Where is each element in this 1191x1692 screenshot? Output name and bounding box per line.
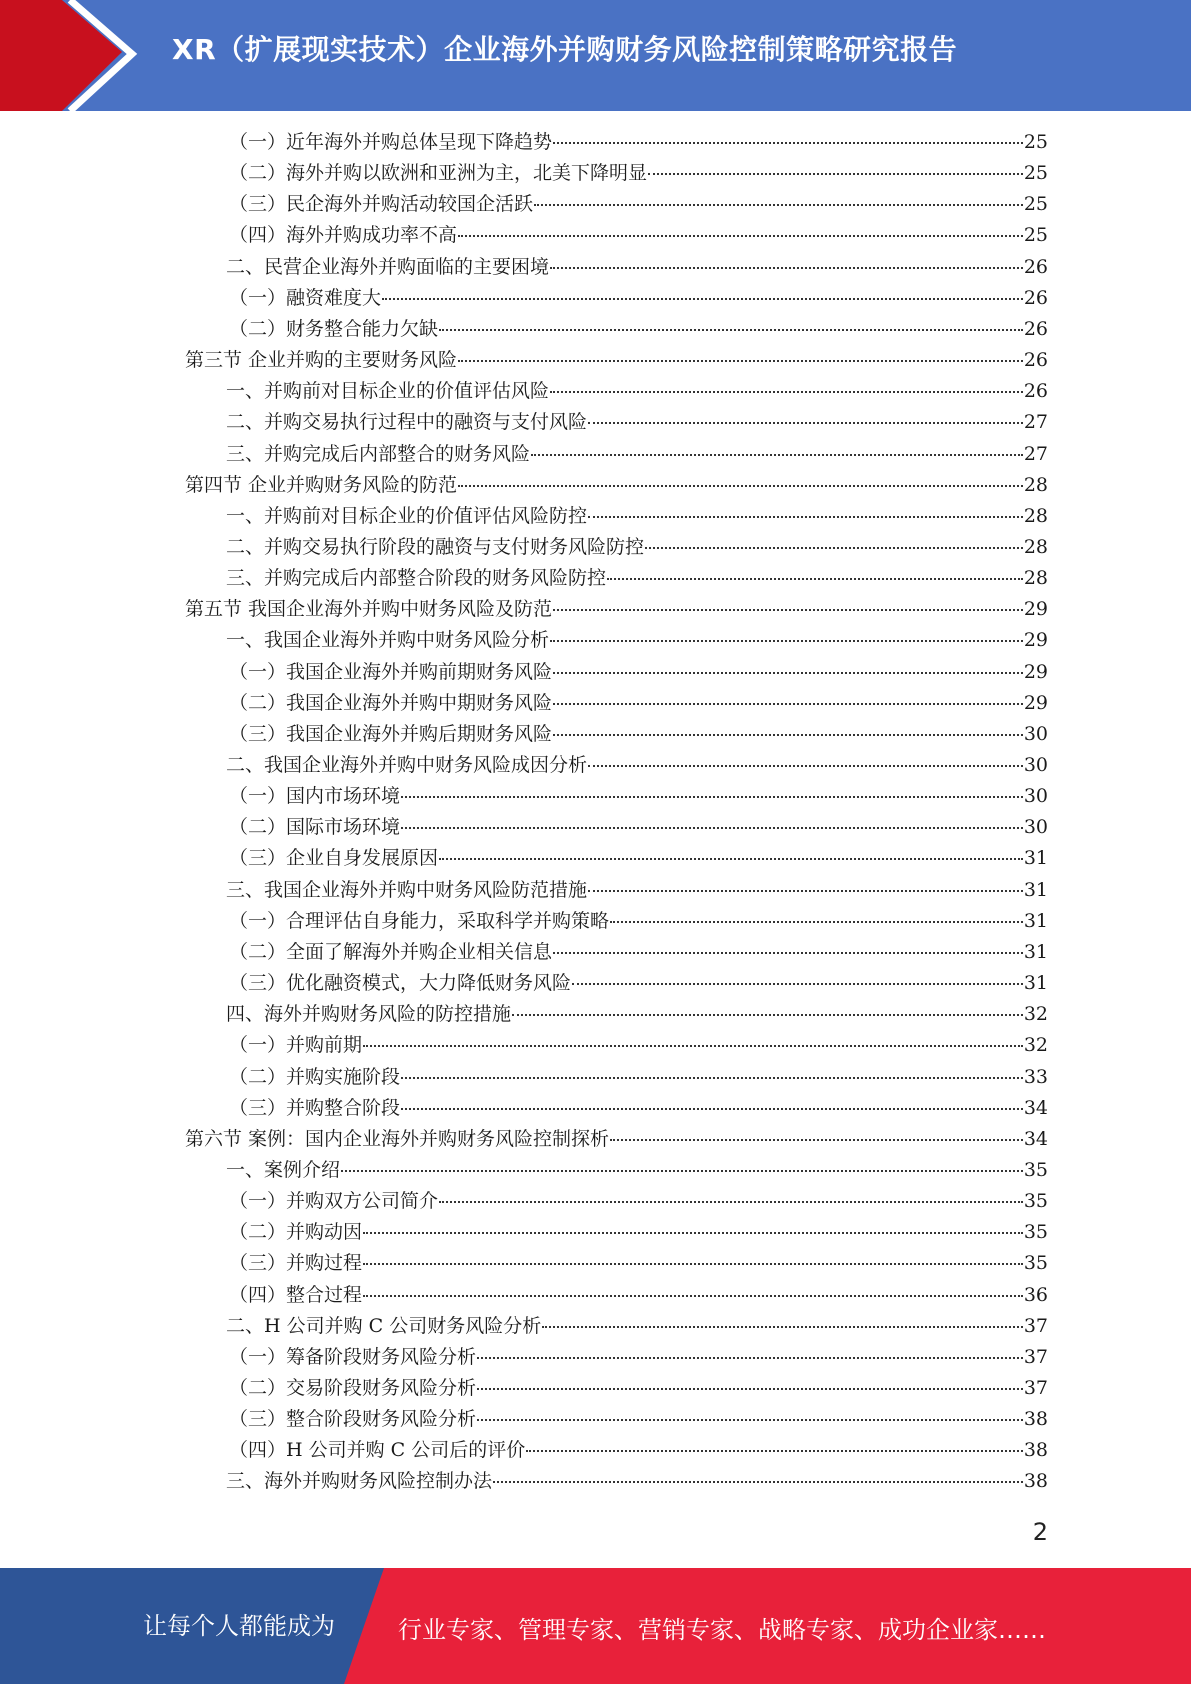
toc-entry-title: 二、H 公司并购 C 公司财务风险分析 xyxy=(226,1315,542,1337)
toc-entry[interactable] xyxy=(226,252,1048,282)
toc-entry-page: 37 xyxy=(1023,1346,1048,1368)
toc-entry[interactable] xyxy=(229,220,1048,250)
toc-entry-page: 29 xyxy=(1023,692,1048,714)
toc-entry-title: （三）优化融资模式，大力降低财务风险 xyxy=(229,972,572,994)
toc-dot-leader xyxy=(645,546,1023,549)
toc-entry-title: （二）我国企业海外并购中期财务风险 xyxy=(229,692,553,714)
toc-entry-page: 35 xyxy=(1023,1159,1048,1181)
toc-entry-title: （三）我国企业海外并购后期财务风险 xyxy=(229,723,553,745)
toc-entry-page: 37 xyxy=(1023,1315,1048,1337)
toc-entry-title: 一、并购前对目标企业的价值评估风险防控 xyxy=(226,505,588,527)
toc-entry-title: 三、海外并购财务风险控制办法 xyxy=(226,1470,493,1492)
toc-dot-leader xyxy=(458,359,1023,362)
toc-entry[interactable] xyxy=(229,688,1048,718)
toc-entry[interactable] xyxy=(226,1466,1048,1496)
toc-dot-leader xyxy=(553,951,1023,954)
toc-dot-leader xyxy=(439,857,1023,860)
toc-entry-title: （二）交易阶段财务风险分析 xyxy=(229,1377,477,1399)
toc-entry-page: 31 xyxy=(1023,910,1048,932)
toc-entry-title: （一）合理评估自身能力，采取科学并购策略 xyxy=(229,910,610,932)
toc-entry-page: 32 xyxy=(1023,1003,1048,1025)
toc-entry[interactable] xyxy=(229,1280,1048,1310)
toc-entry-title: 第四节 企业并购财务风险的防范 xyxy=(185,474,458,496)
toc-dot-leader xyxy=(553,608,1023,611)
toc-entry[interactable] xyxy=(185,1124,1048,1154)
toc-entry-page: 34 xyxy=(1023,1097,1048,1119)
toc-entry[interactable] xyxy=(226,625,1048,655)
toc-dot-leader xyxy=(550,266,1023,269)
toc-entry[interactable] xyxy=(226,875,1048,905)
footer-slogan-right: 行业专家、管理专家、营销专家、战略专家、成功企业家…… xyxy=(398,1616,1046,1644)
toc-dot-leader xyxy=(458,484,1023,487)
toc-dot-leader xyxy=(588,764,1023,767)
toc-entry[interactable] xyxy=(185,345,1048,375)
toc-entry-title: 第六节 案例：国内企业海外并购财务风险控制探析 xyxy=(185,1128,610,1150)
toc-entry-page: 38 xyxy=(1023,1439,1048,1461)
toc-entry[interactable] xyxy=(229,1342,1048,1372)
toc-dot-leader xyxy=(401,826,1023,829)
toc-entry-title: （二）并购动因 xyxy=(229,1221,363,1243)
toc-dot-leader xyxy=(542,1325,1023,1328)
toc-entry-title: （三）整合阶段财务风险分析 xyxy=(229,1408,477,1430)
toc-entry[interactable] xyxy=(229,314,1048,344)
toc-dot-leader xyxy=(610,920,1023,923)
toc-entry[interactable] xyxy=(226,1311,1048,1341)
toc-dot-leader xyxy=(526,1449,1023,1452)
toc-dot-leader xyxy=(553,141,1023,144)
toc-entry-page: 29 xyxy=(1023,598,1048,620)
toc-dot-leader xyxy=(572,982,1023,985)
toc-dot-leader xyxy=(648,172,1023,175)
toc-dot-leader xyxy=(382,297,1023,300)
toc-entry-page: 29 xyxy=(1023,661,1048,683)
toc-dot-leader xyxy=(363,1294,1023,1297)
toc-entry-page: 26 xyxy=(1023,349,1048,371)
toc-entry[interactable] xyxy=(229,1248,1048,1278)
footer-banner xyxy=(0,1568,1191,1684)
toc-entry-title: 二、我国企业海外并购中财务风险成因分析 xyxy=(226,754,588,776)
toc-entry-title: 二、并购交易执行阶段的融资与支付财务风险防控 xyxy=(226,536,645,558)
toc-entry-page: 31 xyxy=(1023,879,1048,901)
toc-entry-title: 第五节 我国企业海外并购中财务风险及防范 xyxy=(185,598,553,620)
toc-entry-title: 三、我国企业海外并购中财务风险防范措施 xyxy=(226,879,588,901)
toc-dot-leader xyxy=(401,795,1023,798)
toc-entry[interactable] xyxy=(229,1404,1048,1434)
toc-entry-title: （一）近年海外并购总体呈现下降趋势 xyxy=(229,131,553,153)
toc-entry-page: 26 xyxy=(1023,256,1048,278)
toc-entry-title: 三、并购完成后内部整合的财务风险 xyxy=(226,443,531,465)
toc-entry-page: 27 xyxy=(1023,411,1048,433)
toc-entry[interactable] xyxy=(226,563,1048,593)
toc-entry-title: （一）筹备阶段财务风险分析 xyxy=(229,1346,477,1368)
toc-entry-page: 31 xyxy=(1023,972,1048,994)
toc-entry-title: 二、并购交易执行过程中的融资与支付风险 xyxy=(226,411,588,433)
toc-entry-title: （三）并购过程 xyxy=(229,1252,363,1274)
toc-entry-title: （一）并购双方公司简介 xyxy=(229,1190,439,1212)
toc-entry-title: 四、海外并购财务风险的防控措施 xyxy=(226,1003,512,1025)
toc-entry-title: （三）企业自身发展原因 xyxy=(229,847,439,869)
toc-entry-page: 28 xyxy=(1023,567,1048,589)
toc-entry-page: 31 xyxy=(1023,941,1048,963)
toc-entry-page: 26 xyxy=(1023,380,1048,402)
toc-entry[interactable] xyxy=(226,501,1048,531)
toc-entry-page: 32 xyxy=(1023,1034,1048,1056)
footer-slogan-left: 让每个人都能成为 xyxy=(143,1612,335,1640)
toc-dot-leader xyxy=(493,1480,1023,1483)
toc-entry[interactable] xyxy=(226,532,1048,562)
toc-dot-leader xyxy=(341,1169,1023,1172)
toc-dot-leader xyxy=(363,1044,1023,1047)
toc-entry[interactable] xyxy=(229,906,1048,936)
header-banner xyxy=(0,0,1191,111)
toc-entry[interactable] xyxy=(229,283,1048,313)
toc-entry-page: 38 xyxy=(1023,1408,1048,1430)
toc-entry[interactable] xyxy=(226,1155,1048,1185)
toc-entry-page: 37 xyxy=(1023,1377,1048,1399)
toc-entry-page: 28 xyxy=(1023,474,1048,496)
toc-entry-title: （二）财务整合能力欠缺 xyxy=(229,318,439,340)
toc-dot-leader xyxy=(512,1013,1023,1016)
toc-dot-leader xyxy=(439,328,1023,331)
toc-dot-leader xyxy=(439,1200,1023,1203)
toc-entry-title: 一、我国企业海外并购中财务风险分析 xyxy=(226,629,550,651)
toc-dot-leader xyxy=(401,1076,1023,1079)
toc-entry[interactable] xyxy=(229,657,1048,687)
toc-entry-title: （四）整合过程 xyxy=(229,1284,363,1306)
toc-dot-leader xyxy=(363,1231,1023,1234)
toc-entry-page: 29 xyxy=(1023,629,1048,651)
toc-entry-title: （四）H 公司并购 C 公司后的评价 xyxy=(229,1439,526,1461)
toc-entry[interactable] xyxy=(226,407,1048,437)
toc-dot-leader xyxy=(610,1138,1023,1141)
toc-entry-page: 36 xyxy=(1023,1284,1048,1306)
toc-entry-title: （三）并购整合阶段 xyxy=(229,1097,401,1119)
toc-dot-leader xyxy=(477,1387,1023,1390)
toc-entry[interactable] xyxy=(229,189,1048,219)
toc-entry-page: 30 xyxy=(1023,785,1048,807)
toc-entry[interactable] xyxy=(185,470,1048,500)
toc-entry[interactable] xyxy=(229,1373,1048,1403)
toc-dot-leader xyxy=(588,421,1023,424)
toc-entry-page: 25 xyxy=(1023,162,1048,184)
toc-dot-leader xyxy=(607,577,1023,580)
toc-entry-title: 二、民营企业海外并购面临的主要困境 xyxy=(226,256,550,278)
toc-entry-title: （二）国际市场环境 xyxy=(229,816,401,838)
toc-entry-page: 31 xyxy=(1023,847,1048,869)
page-number: 2 xyxy=(1032,1518,1048,1546)
toc-entry[interactable] xyxy=(229,1062,1048,1092)
toc-entry-page: 35 xyxy=(1023,1190,1048,1212)
toc-entry-title: （三）民企海外并购活动较国企活跃 xyxy=(229,193,534,215)
toc-entry[interactable] xyxy=(226,439,1048,469)
toc-dot-leader xyxy=(553,733,1023,736)
toc-entry[interactable] xyxy=(229,968,1048,998)
toc-entry[interactable] xyxy=(229,812,1048,842)
toc-entry-title: （二）并购实施阶段 xyxy=(229,1066,401,1088)
toc-entry-page: 30 xyxy=(1023,816,1048,838)
toc-entry[interactable] xyxy=(229,127,1048,157)
toc-entry-page: 30 xyxy=(1023,723,1048,745)
toc-entry-page: 35 xyxy=(1023,1252,1048,1274)
toc-dot-leader xyxy=(588,515,1023,518)
toc-dot-leader xyxy=(477,1418,1023,1421)
toc-entry-page: 26 xyxy=(1023,318,1048,340)
toc-entry-page: 33 xyxy=(1023,1066,1048,1088)
toc-entry-title: （一）国内市场环境 xyxy=(229,785,401,807)
toc-entry[interactable] xyxy=(185,594,1048,624)
toc-dot-leader xyxy=(477,1356,1023,1359)
toc-entry[interactable] xyxy=(229,158,1048,188)
toc-dot-leader xyxy=(550,390,1023,393)
toc-entry[interactable] xyxy=(229,1030,1048,1060)
toc-entry-page: 30 xyxy=(1023,754,1048,776)
toc-entry[interactable] xyxy=(229,937,1048,967)
toc-entry-title: （二）海外并购以欧洲和亚洲为主，北美下降明显 xyxy=(229,162,648,184)
toc-dot-leader xyxy=(458,234,1023,237)
toc-entry[interactable] xyxy=(226,376,1048,406)
toc-entry-title: （一）融资难度大 xyxy=(229,287,382,309)
toc-entry[interactable] xyxy=(229,843,1048,873)
toc-entry-title: （四）海外并购成功率不高 xyxy=(229,224,458,246)
toc-dot-leader xyxy=(553,702,1023,705)
toc-entry-title: 三、并购完成后内部整合阶段的财务风险防控 xyxy=(226,567,607,589)
toc-entry[interactable] xyxy=(226,750,1048,780)
toc-entry-page: 27 xyxy=(1023,443,1048,465)
report-title: XR（扩展现实技术）企业海外并购财务风险控制策略研究报告 xyxy=(172,33,958,66)
toc-entry-title: （一）我国企业海外并购前期财务风险 xyxy=(229,661,553,683)
toc-entry[interactable] xyxy=(229,1217,1048,1247)
toc-entry-title: 一、案例介绍 xyxy=(226,1159,341,1181)
toc-entry-page: 34 xyxy=(1023,1128,1048,1150)
toc-entry[interactable] xyxy=(229,1186,1048,1216)
toc-entry-page: 38 xyxy=(1023,1470,1048,1492)
toc-entry[interactable] xyxy=(229,1093,1048,1123)
toc-entry-page: 28 xyxy=(1023,505,1048,527)
toc-entry[interactable] xyxy=(229,1435,1048,1465)
toc-dot-leader xyxy=(588,889,1023,892)
toc-entry-title: （一）并购前期 xyxy=(229,1034,363,1056)
toc-entry[interactable] xyxy=(229,781,1048,811)
toc-entry-page: 26 xyxy=(1023,287,1048,309)
toc-entry[interactable] xyxy=(226,999,1048,1029)
toc-entry-title: 第三节 企业并购的主要财务风险 xyxy=(185,349,458,371)
toc-entry-page: 35 xyxy=(1023,1221,1048,1243)
toc-dot-leader xyxy=(401,1107,1023,1110)
toc-entry-page: 25 xyxy=(1023,224,1048,246)
toc-dot-leader xyxy=(363,1262,1023,1265)
toc-entry-title: （二）全面了解海外并购企业相关信息 xyxy=(229,941,553,963)
toc-dot-leader xyxy=(531,453,1023,456)
header-red-arrow-decoration xyxy=(0,0,150,111)
toc-entry-page: 28 xyxy=(1023,536,1048,558)
toc-entry-page: 25 xyxy=(1023,131,1048,153)
toc-dot-leader xyxy=(553,671,1023,674)
toc-dot-leader xyxy=(550,639,1023,642)
toc-dot-leader xyxy=(534,203,1023,206)
toc-entry-page: 25 xyxy=(1023,193,1048,215)
toc-entry[interactable] xyxy=(229,719,1048,749)
toc-entry-title: 一、并购前对目标企业的价值评估风险 xyxy=(226,380,550,402)
